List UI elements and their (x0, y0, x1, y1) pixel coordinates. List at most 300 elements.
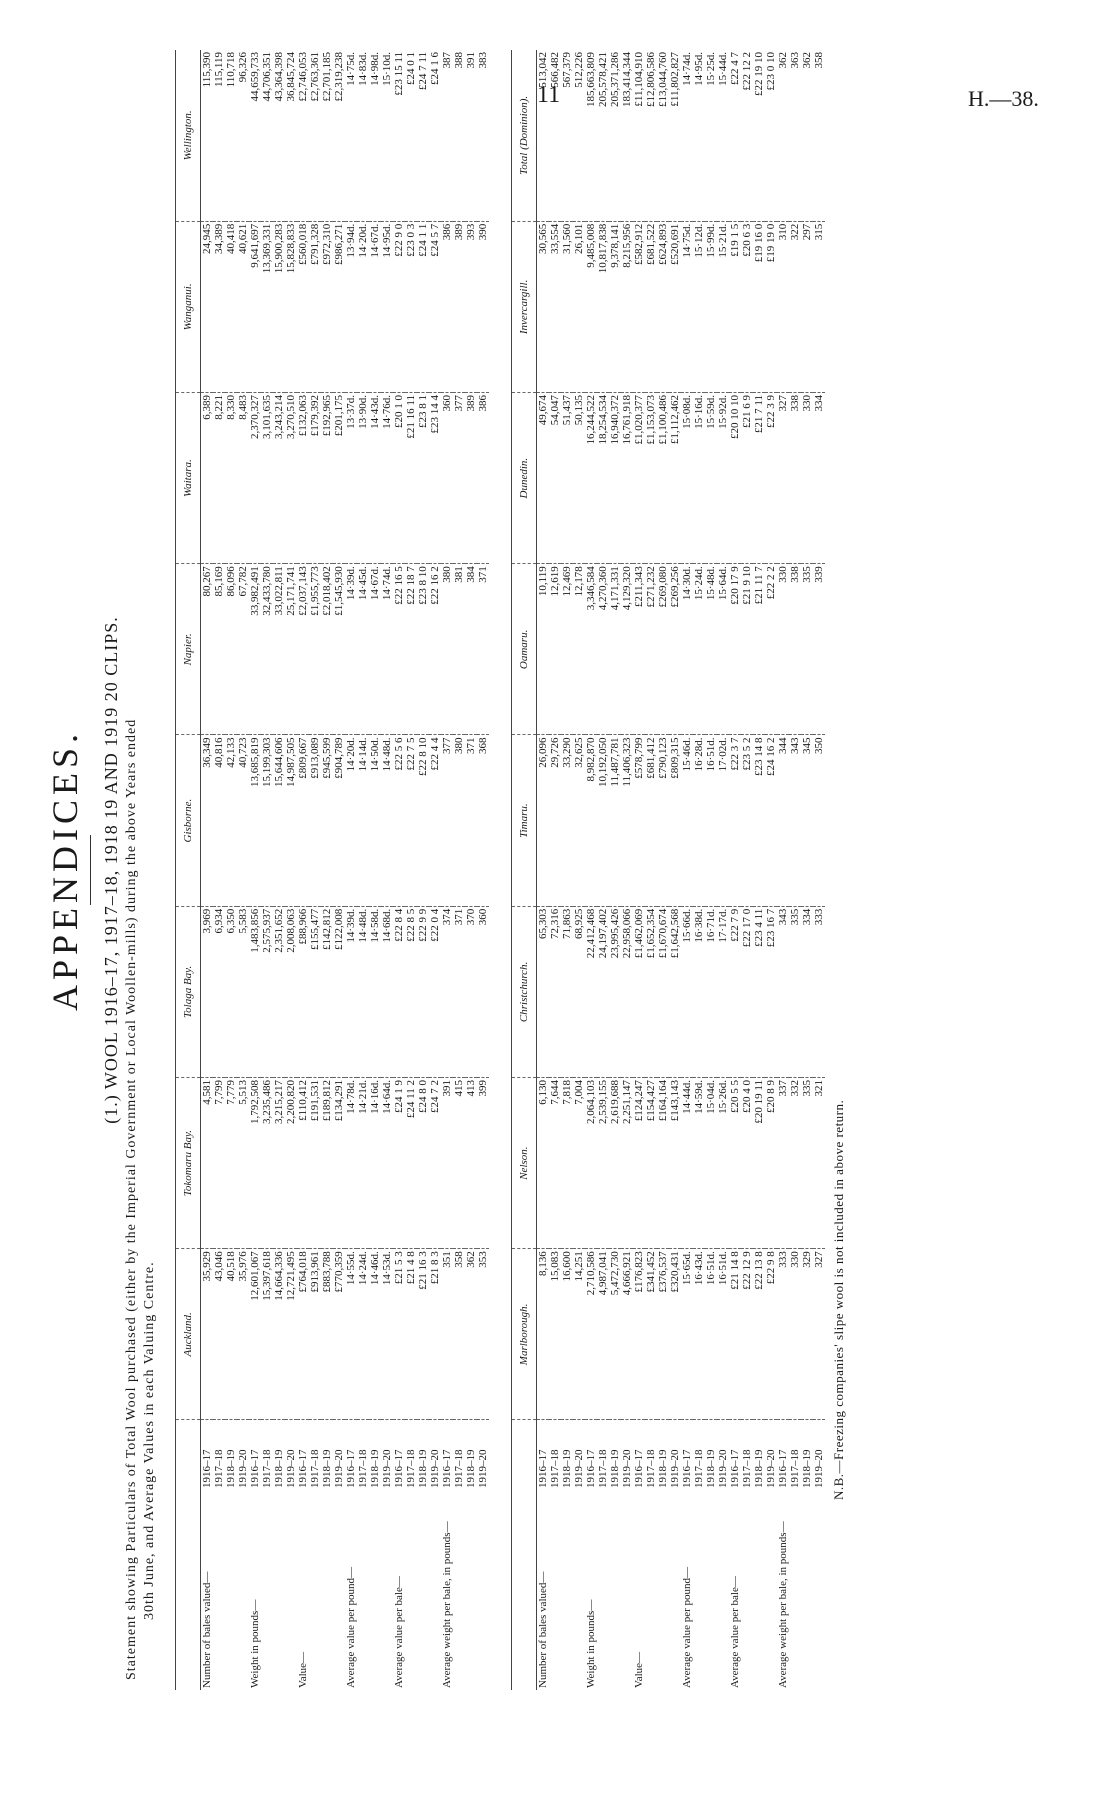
table-row (789, 50, 801, 1690)
year-label: 1918–19 (417, 1449, 429, 1488)
table-row (777, 50, 789, 1690)
table-row (273, 50, 285, 1690)
table-gap (489, 40, 511, 1700)
table-cell: £1,545,930 (333, 564, 345, 735)
table-cell: 15·59d. (705, 393, 717, 564)
table-cell: £20 19 11 (753, 1078, 765, 1249)
table-cell: 380 (441, 564, 453, 735)
page-reference: H.—38. (968, 86, 1039, 111)
table-cell: £22 9 0 (393, 221, 405, 392)
table-cell: £791,328 (309, 221, 321, 392)
year-label: 1917–18 (645, 1449, 657, 1488)
row-label (465, 1490, 477, 1690)
row-label (261, 1490, 273, 1690)
table-cell: 362 (801, 50, 813, 221)
table-cell: £22 5 6 (393, 735, 405, 906)
table-cell: 15·08d. (681, 393, 693, 564)
column-header: Wellington. (176, 50, 201, 221)
table-cell: 368 (477, 735, 489, 906)
table-cell: 363 (789, 50, 801, 221)
year-label: 1916–17 (393, 1449, 405, 1488)
wool-table (175, 50, 489, 1690)
table-cell: 353 (477, 1249, 489, 1420)
table-cell: 360 (477, 906, 489, 1077)
table-cell: £22 12 2 (741, 50, 753, 221)
table-cell: 14·53d. (381, 1249, 393, 1420)
table-cell: 14·68d. (381, 906, 393, 1077)
table-row (429, 50, 441, 1690)
rotated-page-content (40, 40, 1060, 1700)
table-cell: 205,578,421 (597, 50, 609, 221)
footnote: N.B.—Freezing companies' slipe wool is not included in above return. (831, 1099, 846, 1500)
table-cell: 68,925 (573, 906, 585, 1077)
table-row (333, 50, 345, 1690)
table-cell: 14·48d. (381, 735, 393, 906)
table-row (633, 50, 645, 1690)
year-label: 1918–19 (705, 1449, 717, 1488)
table-cell: 3,969 (201, 906, 214, 1077)
table-cell: 384 (465, 564, 477, 735)
table-cell: £21 14 8 (729, 1249, 741, 1420)
year-label: 1916–17 (297, 1449, 309, 1488)
wool-table (511, 50, 825, 1690)
row-label (369, 1490, 381, 1690)
table-cell: £2,763,361 (309, 50, 321, 221)
table-cell: 8,483 (237, 393, 249, 564)
table-row (249, 50, 261, 1690)
column-header: Tolaga Bay. (176, 906, 201, 1077)
table-cell: 183,414,344 (621, 50, 633, 221)
table-cell: £22 3 9 (765, 393, 777, 564)
table-cell: 14·21d. (357, 1078, 369, 1249)
table-cell: 4,171,331 (609, 564, 621, 735)
table-cell: 40,816 (213, 735, 225, 906)
table-cell: 2,619,688 (609, 1078, 621, 1249)
table-cell: 14·58d. (369, 906, 381, 1077)
table-cell: 338 (789, 393, 801, 564)
table-row (765, 50, 777, 1690)
row-label: Average value per bale— (729, 1576, 741, 1688)
table-cell: 2,575,937 (261, 906, 273, 1077)
table-cell: 12,619 (549, 564, 561, 735)
table-row (741, 50, 753, 1690)
table-cell: £21 8 3 (429, 1249, 441, 1420)
row-label (237, 1490, 249, 1690)
table-cell: £24 1 9 (393, 1078, 405, 1249)
table-cell: 15·44d. (717, 50, 729, 221)
table-row (681, 50, 693, 1690)
table-cell: £20 8 9 (765, 1078, 777, 1249)
table-cell: 36,845,724 (285, 50, 297, 221)
table-cell: 330 (777, 564, 789, 735)
table-cell: 15·12d. (693, 221, 705, 392)
table-cell: 6,130 (537, 1078, 550, 1249)
table-cell: 14·74d. (681, 50, 693, 221)
table-cell: £21 16 3 (417, 1249, 429, 1420)
table-cell: 16·71d. (705, 906, 717, 1077)
table-cell: £23 4 11 (753, 906, 765, 1077)
row-label (405, 1490, 417, 1690)
table-cell: 10,119 (537, 564, 550, 735)
table-cell: 15·65d. (681, 1249, 693, 1420)
table-cell: 15·04d. (705, 1078, 717, 1249)
row-label (741, 1490, 753, 1690)
table-cell: 42,133 (225, 735, 237, 906)
table-cell: £320,431 (669, 1249, 681, 1420)
table-cell: 3,243,214 (273, 393, 285, 564)
table-cell: 5,472,730 (609, 1249, 621, 1420)
table-cell: 13·37d. (345, 393, 357, 564)
table-cell: 343 (777, 906, 789, 1077)
table-cell: £1,670,674 (657, 906, 669, 1077)
header-row (176, 50, 201, 1690)
row-label (357, 1490, 369, 1690)
table-cell: 415 (453, 1078, 465, 1249)
table-row (405, 50, 417, 1690)
table-cell: £22 13 8 (753, 1249, 765, 1420)
year-label: 1918–19 (465, 1449, 477, 1488)
table-cell: 383 (477, 50, 489, 221)
table-cell: 3,215,217 (273, 1078, 285, 1249)
table-row (549, 50, 561, 1690)
table-cell: 35,976 (237, 1249, 249, 1420)
table-cell: 16·28d. (693, 735, 705, 906)
table-cell: 14·83d. (357, 50, 369, 221)
year-label: 1916–17 (249, 1449, 261, 1488)
table-cell: 40,518 (225, 1249, 237, 1420)
row-label (801, 1490, 813, 1690)
table-cell: £764,018 (297, 1249, 309, 1420)
table-cell: £269,256 (669, 564, 681, 735)
table-cell: £134,291 (333, 1078, 345, 1249)
row-label (429, 1490, 441, 1690)
row-label (705, 1490, 717, 1690)
year-label: 1918–19 (657, 1449, 669, 1488)
table-cell: 339 (813, 564, 825, 735)
table-cell: 33,290 (561, 735, 573, 906)
table-cell: 40,723 (237, 735, 249, 906)
tables-container (175, 40, 825, 1700)
table-cell: 3,235,486 (261, 1078, 273, 1249)
table-cell: 15·21d. (717, 221, 729, 392)
table-cell: 15·46d. (681, 735, 693, 906)
table-cell: £790,123 (657, 735, 669, 906)
table-cell: £24 7 11 (417, 50, 429, 221)
table-cell: 14·43d. (369, 393, 381, 564)
table-cell: £142,812 (321, 906, 333, 1077)
table-row (693, 50, 705, 1690)
year-label: 1917–18 (789, 1449, 801, 1488)
table-cell: 358 (813, 50, 825, 221)
table-cell: £883,788 (321, 1249, 333, 1420)
row-label (621, 1490, 633, 1690)
table-cell: 343 (789, 735, 801, 906)
table-cell: £22 7 9 (729, 906, 741, 1077)
table-cell: 3,101,635 (261, 393, 273, 564)
table-cell: 15·10d. (381, 50, 393, 221)
table-cell: 35,929 (201, 1249, 214, 1420)
table-cell: 2,539,155 (597, 1078, 609, 1249)
table-cell: £578,799 (633, 735, 645, 906)
table-cell: £1,642,568 (669, 906, 681, 1077)
row-label (213, 1490, 225, 1690)
year-label: 1919–20 (429, 1449, 441, 1488)
table-cell: 18,254,534 (597, 393, 609, 564)
table-cell: 185,663,809 (585, 50, 597, 221)
table-cell: £22 4 4 (429, 735, 441, 906)
year-label: 1917–18 (261, 1449, 273, 1488)
row-label (669, 1490, 681, 1690)
table-row (453, 50, 465, 1690)
table-cell: 49,674 (537, 393, 550, 564)
table-cell: £22 18 7 (405, 564, 417, 735)
table-cell: 2,008,063 (285, 906, 297, 1077)
table-cell: £88,966 (297, 906, 309, 1077)
year-label: 1917–18 (309, 1449, 321, 1488)
table-cell: 14·59d. (693, 1078, 705, 1249)
table-cell: 2,251,147 (621, 1078, 633, 1249)
table-cell: £19 1 5 (729, 221, 741, 392)
table-cell: £20 6 3 (741, 221, 753, 392)
table-cell: 8,982,870 (585, 735, 597, 906)
column-header: Nelson. (512, 1078, 537, 1249)
table-cell: 15,900,283 (273, 221, 285, 392)
page-title: APPENDICES. (45, 728, 85, 1012)
year-label: 1918–19 (561, 1449, 573, 1488)
table-cell: 3,346,584 (585, 564, 597, 735)
table-cell: £986,271 (333, 221, 345, 392)
table-row (573, 50, 585, 1690)
row-label (453, 1490, 465, 1690)
table-row (705, 50, 717, 1690)
table-cell: £24 1 1 (417, 221, 429, 392)
table-cell: £809,667 (297, 735, 309, 906)
table-cell: £143,143 (669, 1078, 681, 1249)
table-cell: £179,392 (309, 393, 321, 564)
table-cell: 8,330 (225, 393, 237, 564)
table-cell: 350 (813, 735, 825, 906)
table-cell: 371 (465, 735, 477, 906)
year-label: 1919–20 (669, 1449, 681, 1488)
table-cell: 351 (441, 1249, 453, 1420)
table-cell: 1,483,856 (249, 906, 261, 1077)
table-cell: 16,600 (561, 1249, 573, 1420)
table-row (321, 50, 333, 1690)
column-header: Napier. (176, 564, 201, 735)
table-cell: 33,022,811 (273, 564, 285, 735)
table-row (813, 50, 825, 1690)
table-cell: 344 (777, 735, 789, 906)
table-cell: 14·75d. (345, 50, 357, 221)
table-cell: 10,192,050 (597, 735, 609, 906)
table-cell: 14·50d. (369, 735, 381, 906)
table-cell: £24 16 2 (765, 735, 777, 906)
table-cell: £201,175 (333, 393, 345, 564)
row-label (381, 1490, 393, 1690)
row-label: Average value per bale— (393, 1576, 405, 1688)
table-cell: £189,812 (321, 1078, 333, 1249)
table-row (585, 50, 597, 1690)
year-label: 1919–20 (717, 1449, 729, 1488)
year-label: 1917–18 (357, 1449, 369, 1488)
table-cell: £155,477 (309, 906, 321, 1077)
table-cell: 4,581 (201, 1078, 214, 1249)
table-cell: 333 (777, 1249, 789, 1420)
table-cell: 14·20d. (345, 735, 357, 906)
year-label: 1919–20 (813, 1449, 825, 1488)
table-cell: 80,267 (201, 564, 214, 735)
table-cell: £2,319,238 (333, 50, 345, 221)
year-label: 1919–20 (381, 1449, 393, 1488)
table-cell: 15·48d. (705, 564, 717, 735)
subtitle: (1.) WOOL 1916–17, 1917–18, 1918 19 AND 1919 20 CLIPS. (101, 616, 121, 1124)
table-cell: £24 11 2 (405, 1078, 417, 1249)
table-row (753, 50, 765, 1690)
table-cell: £23 8 1 (417, 393, 429, 564)
table-cell: £21 9 10 (741, 564, 753, 735)
table-cell: £681,412 (645, 735, 657, 906)
table-cell: 14,664,336 (273, 1249, 285, 1420)
caption (123, 40, 175, 1700)
table-cell: 13,685,819 (249, 735, 261, 906)
table-cell: 15·99d. (705, 221, 717, 392)
table-cell: 12,469 (561, 564, 573, 735)
table-cell: 5,513 (237, 1078, 249, 1249)
row-label (813, 1490, 825, 1690)
table-cell: 25,171,741 (285, 564, 297, 735)
row-label (477, 1490, 489, 1690)
table-cell: £22 17 0 (741, 906, 753, 1077)
table-cell: £21 4 8 (405, 1249, 417, 1420)
page-number: 11 (537, 82, 561, 108)
table-cell: 9,641,697 (249, 221, 261, 392)
table-cell: £124,247 (633, 1078, 645, 1249)
row-label (573, 1490, 585, 1690)
table-cell: 115,119 (213, 50, 225, 221)
table-cell: 14·24d. (357, 1249, 369, 1420)
table-row (609, 50, 621, 1690)
row-label: Number of bales valued— (537, 1571, 549, 1688)
table-cell: 23,995,426 (609, 906, 621, 1077)
table-cell: 377 (453, 393, 465, 564)
table-cell: 15,828,833 (285, 221, 297, 392)
table-cell: 3,270,510 (285, 393, 297, 564)
table-cell: 7,004 (573, 1078, 585, 1249)
table-cell: 85,169 (213, 564, 225, 735)
year-label: 1919–20 (573, 1449, 585, 1488)
table-row (357, 50, 369, 1690)
table-cell: £22 16 2 (429, 564, 441, 735)
table-cell: 16·38d. (693, 906, 705, 1077)
table-cell: 72,316 (549, 906, 561, 1077)
table-cell: 14,251 (573, 1249, 585, 1420)
table-cell: £20 5 5 (729, 1078, 741, 1249)
row-label: Value— (297, 1651, 309, 1688)
year-label: 1916–17 (729, 1449, 741, 1488)
table-row (669, 50, 681, 1690)
table-cell: £22 8 4 (393, 906, 405, 1077)
table-cell: 393 (465, 221, 477, 392)
table-cell: 44,706,351 (261, 50, 273, 221)
row-label: Average value per pound— (681, 1566, 693, 1688)
table-cell: 43,364,398 (273, 50, 285, 221)
table-cell: 71,863 (561, 906, 573, 1077)
table-cell: 399 (477, 1078, 489, 1249)
table-cell: 65,303 (537, 906, 550, 1077)
year-label: 1916–17 (777, 1449, 789, 1488)
table-cell: £22 3 7 (729, 735, 741, 906)
year-label: 1919–20 (237, 1449, 249, 1488)
header-blank (512, 1420, 537, 1490)
table-cell: 386 (441, 221, 453, 392)
table-cell: £904,789 (333, 735, 345, 906)
table-row (381, 50, 393, 1690)
table-row (597, 50, 609, 1690)
table-cell: 16,761,918 (621, 393, 633, 564)
year-label: 1916–17 (681, 1449, 693, 1488)
caption-line: 30th June, and Average Values in each Valuing Centre. (142, 1261, 157, 1620)
row-label (273, 1490, 285, 1690)
table-cell: 14·95d. (381, 221, 393, 392)
table-cell: £19 19 0 (765, 221, 777, 392)
table-cell: 371 (453, 906, 465, 1077)
table-cell: £176,823 (633, 1249, 645, 1420)
table-cell: 10,817,838 (597, 221, 609, 392)
table-cell: £24 1 6 (429, 50, 441, 221)
table-cell: 22,412,468 (585, 906, 597, 1077)
table-cell: 15·64d. (717, 564, 729, 735)
table-cell: 388 (453, 50, 465, 221)
header-row (512, 50, 537, 1690)
table-cell: £1,020,377 (633, 393, 645, 564)
table-cell: 391 (465, 50, 477, 221)
table-cell: £1,462,069 (633, 906, 645, 1077)
table-cell: £11,802,827 (669, 50, 681, 221)
table-cell: 380 (453, 735, 465, 906)
table-cell: 14·39d. (345, 906, 357, 1077)
table-cell: £22 9 9 (417, 906, 429, 1077)
table-cell: 14·64d. (381, 1078, 393, 1249)
table-cell: 14·75d. (681, 221, 693, 392)
table-cell: 338 (789, 564, 801, 735)
table-cell: 360 (441, 393, 453, 564)
table-cell: 15·24d. (693, 564, 705, 735)
table-row (309, 50, 321, 1690)
table-cell: 115,390 (201, 50, 214, 221)
table-cell: 16·51d. (705, 735, 717, 906)
table-cell: £23 0 3 (405, 221, 417, 392)
column-header: Dunedin. (512, 393, 537, 564)
table-cell: 40,418 (225, 221, 237, 392)
table-cell: £1,100,486 (657, 393, 669, 564)
table-cell: £132,063 (297, 393, 309, 564)
table-row (717, 50, 729, 1690)
year-label: 1917–18 (405, 1449, 417, 1488)
year-label: 1918–19 (321, 1449, 333, 1488)
column-header: Waitara. (176, 393, 201, 564)
table-cell: 16·51d. (717, 1249, 729, 1420)
year-label: 1916–17 (633, 1449, 645, 1488)
row-label (321, 1490, 333, 1690)
title-rule (90, 835, 91, 905)
table-cell: 30,565 (537, 221, 550, 392)
table-cell: 24,197,402 (597, 906, 609, 1077)
row-label: Average weight per bale, in pounds— (441, 1521, 453, 1688)
year-label: 1916–17 (345, 1449, 357, 1488)
table-cell: 50,135 (573, 393, 585, 564)
table-row (237, 50, 249, 1690)
table-cell: 14·74d. (381, 564, 393, 735)
